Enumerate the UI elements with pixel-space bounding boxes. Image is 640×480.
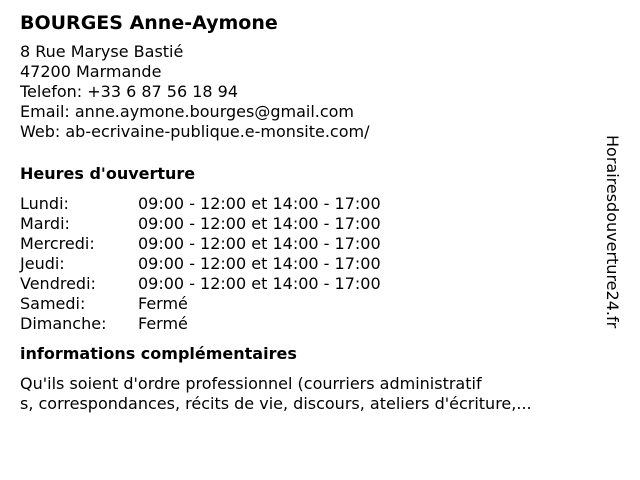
- info-text-line-1: Qu'ils soient d'ordre professionnel (courriers administratif: [20, 374, 482, 393]
- business-name: BOURGES Anne-Aymone: [20, 12, 278, 34]
- hours-row-mardi: [20, 214, 600, 234]
- info-heading: informations complémentaires: [20, 344, 297, 363]
- site-watermark: Horairesdouverture24.fr: [603, 135, 622, 329]
- phone-number: Telefon: +33 6 87 56 18 94: [20, 82, 239, 101]
- info-text-line-2: s, correspondances, récits de vie, discours, ateliers d'écriture,...: [20, 394, 532, 413]
- day-label: Mercredi:: [20, 234, 95, 253]
- opening-hours-table: [20, 194, 600, 334]
- street-address: 8 Rue Maryse Bastié: [20, 42, 184, 61]
- day-label: Dimanche:: [20, 314, 107, 333]
- hours-row-lundi: [20, 194, 600, 214]
- time-value: 09:00 - 12:00 et 14:00 - 17:00: [138, 214, 381, 233]
- hours-row-vendredi: [20, 274, 600, 294]
- time-value: 09:00 - 12:00 et 14:00 - 17:00: [138, 254, 381, 273]
- business-card: [20, 10, 600, 414]
- time-value: 09:00 - 12:00 et 14:00 - 17:00: [138, 274, 381, 293]
- day-label: Samedi:: [20, 294, 86, 313]
- website-link: Web: ab-ecrivaine-publique.e-monsite.com/: [20, 122, 370, 141]
- hours-row-dimanche: [20, 314, 600, 334]
- email-address: Email: anne.aymone.bourges@gmail.com: [20, 102, 355, 121]
- day-label: Vendredi:: [20, 274, 96, 293]
- time-value: Fermé: [138, 314, 188, 333]
- time-value: 09:00 - 12:00 et 14:00 - 17:00: [138, 194, 381, 213]
- info-text: [20, 374, 600, 414]
- time-value: 09:00 - 12:00 et 14:00 - 17:00: [138, 234, 381, 253]
- day-label: Mardi:: [20, 214, 70, 233]
- hours-row-mercredi: [20, 234, 600, 254]
- hours-row-jeudi: [20, 254, 600, 274]
- hours-heading: Heures d'ouverture: [20, 164, 196, 183]
- day-label: Jeudi:: [20, 254, 65, 273]
- day-label: Lundi:: [20, 194, 69, 213]
- hours-row-samedi: [20, 294, 600, 314]
- time-value: Fermé: [138, 294, 188, 313]
- city-postal: 47200 Marmande: [20, 62, 162, 81]
